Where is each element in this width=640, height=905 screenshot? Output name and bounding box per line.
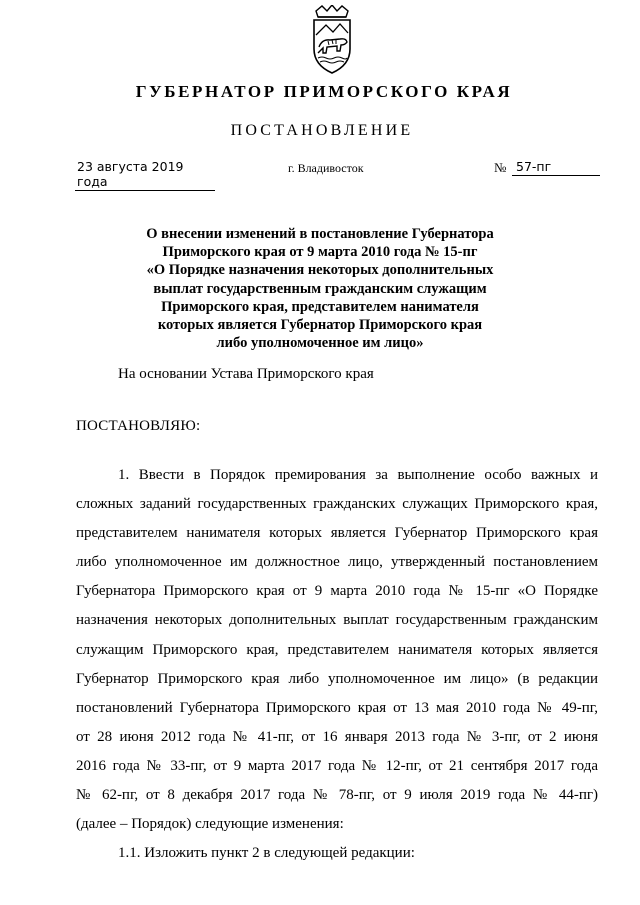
issuing-authority: ГУБЕРНАТОР ПРИМОРСКОГО КРАЯ — [135, 82, 513, 101]
body-line: постановлений Губернатора Приморского края от 13 мая 2010 года № 49-пг, — [76, 699, 598, 716]
title-line: выплат государственным гражданским служащим — [153, 280, 487, 297]
body-line: сложных заданий государственных гражданских служащих Приморского края, — [76, 496, 598, 513]
legal-basis: На основании Устава Приморского края — [118, 366, 374, 382]
title-line: либо уполномоченное им лицо» — [216, 335, 424, 352]
coat-of-arms-icon — [300, 5, 364, 77]
body-line: № 62-пг, от 8 декабря 2017 года № 78-пг, от 9 июля 2019 года № 44-пг) — [76, 787, 598, 804]
body-line: либо уполномоченное им должностное лицо, утвержденный постановлением — [76, 554, 598, 571]
body-line: 2016 года № 33-пг, от 9 марта 2017 года № 12-пг, от 21 сентября 2017 года — [76, 757, 598, 774]
body-line: Губернатора Приморского края от 9 марта 2010 года № 15-пг «О Порядке — [76, 583, 598, 600]
document-city: г. Владивосток — [288, 161, 364, 175]
body-line: 1. Ввести в Порядок премирования за выполнение особо важных и — [118, 467, 598, 483]
title-line: Приморского края от 9 марта 2010 года № 15-пг — [162, 244, 478, 261]
body-line: Губернатор Приморского края либо уполномоченное им лицо» (в редакции — [76, 670, 598, 687]
number-sign: № — [494, 160, 507, 175]
body-line: 1.1. Изложить пункт 2 в следующей редакции: — [118, 845, 415, 862]
document-type: ПОСТАНОВЛЕНИЕ — [230, 122, 414, 139]
document-body — [76, 461, 598, 868]
body-line: назначения некоторых дополнительных выплат государственным гражданским — [76, 612, 598, 629]
title-line: «О Порядке назначения некоторых дополнительных — [146, 262, 494, 279]
document-title — [100, 225, 540, 352]
resolve-heading: ПОСТАНОВЛЯЮ: — [76, 418, 201, 434]
body-line: (далее – Порядок) следующие изменения: — [76, 816, 344, 833]
document-number: 57-пг — [512, 159, 600, 176]
title-line: Приморского края, представителем нанимателя — [161, 298, 479, 315]
title-line: О внесении изменений в постановление Губернатора — [146, 226, 494, 242]
body-line: от 28 июня 2012 года № 41-пг, от 16 января 2013 года № 3-пг, от 2 июня — [76, 728, 598, 745]
document-date: 23 августа 2019 года — [75, 159, 215, 191]
title-line: которых является Губернатор Приморского края — [157, 317, 483, 334]
body-line: служащим Приморского края, представителем нанимателя которых является — [76, 641, 598, 658]
body-line: представителем нанимателя которых является Губернатор Приморского края — [76, 525, 598, 542]
